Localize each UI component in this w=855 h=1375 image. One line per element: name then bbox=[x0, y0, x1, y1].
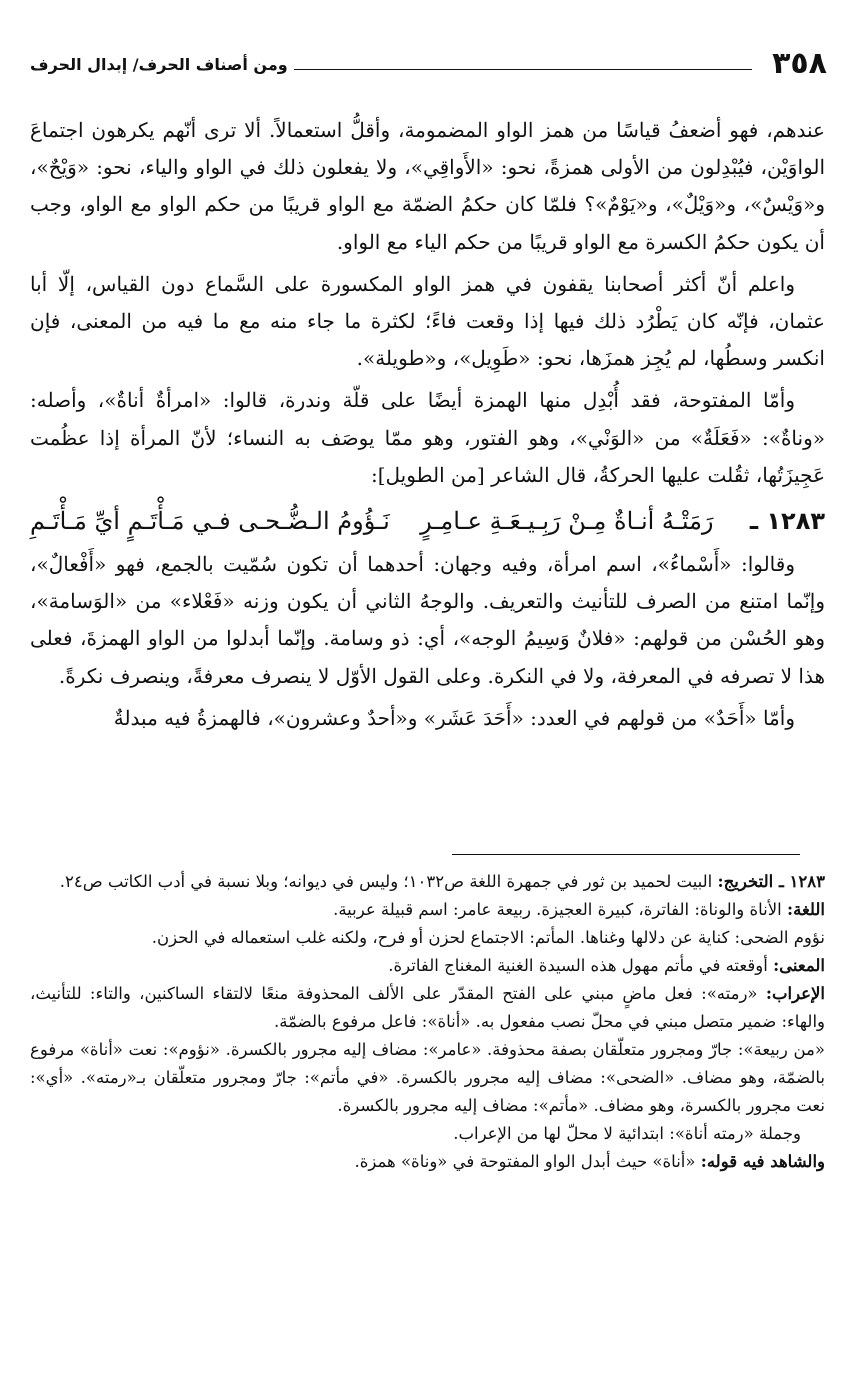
page-number: ٣٥٨ bbox=[772, 46, 827, 81]
takhrij-text: البيت لحميد بن ثور في جمهرة اللغة ص١٠٣٢؛ وليس في ديوانه؛ وبلا نسبة في أدب الكاتب ص٢٤. bbox=[59, 872, 713, 891]
poetry-verse bbox=[30, 498, 825, 544]
paragraph-2: واعلم أنّ أكثر أصحابنا يقفون في همز الواو المكسورة على السَّماع دون القياس، إلّا أبا عثمان، فإنّه كان يَطْرُد ذلك فيها إذا وقعت فاءً؛ لكثرة ما جاء منه مع ما فيه من المعنى، فإن انكسر وسطُها، لم يُجِز همزَها، نحو: «طَوِيل»، و«طويلة». bbox=[30, 271, 825, 371]
shahid-label: والشاهد فيه قوله: bbox=[700, 1152, 825, 1171]
paragraph-4: وقالوا: «أَسْماءُ»، اسم امرأة، وفيه وجهان: أحدهما أن تكون سُمّيت بالجمع، فهو «أَفْعالٌ»، وإنّما امتنع من الصرف للتأنيث والتعريف. والوجهُ الثاني أن يكون وزنه «فَعْلاء» من «الوَسامة»، وهو الحُسْن من قولهم: «فلانٌ وَسِيمُ الوجه»، أي: ذو وسامة. وإنّما أبدلوا من الواو الهمزةَ، فعلى هذا لا تصرفه في المعرفة، ولا في النكرة. وعلى القول الأوّل لا ينصرف معرفةً، وينصرف نكرةً. bbox=[30, 552, 825, 688]
maana-text: أوقعته في مأتم مهول هذه السيدة الغنية المغناج الفاترة. bbox=[388, 956, 768, 975]
paragraph-1: عندهم، فهو أضعفُ قياسًا من همز الواو المضمومة، وأقلُّ استعمالاً. ألا ترى أنّهم يكرهون اجتماعَ الواوَيْن، فيُبْدِلون من الأولى همزةً، نحو: «الأَواقِي»، ولا يفعلون ذلك في الواو والياء، نحو: «وَيْحٌ»، و«وَيْسٌ»، و«وَيْلٌ»، و«يَوْمٌ»؟ فلمّا كان حكمُ الضمّة مع الواو قريبًا من حكم الواو مع الواو، وجب أن يكون حكمُ الكسرة مع الواو قريبًا من حكم الياء مع الواو. bbox=[30, 118, 825, 254]
lugha-text: الأناة والوناة: الفاترة، كبيرة العجيزة. ربيعة عامر: اسم قبيلة عربية. bbox=[333, 900, 782, 919]
paragraph-3: وأمّا المفتوحة، فقد أُبْدِل منها الهمزة أيضًا على قلّة وندرة، قالوا: «امرأةٌ أناةٌ»، وأصله: «وناةٌ»: «فَعَلَةٌ» من «الوَنْي»، وهو الفتور، وهو ممّا يوصَف به النساء؛ لأنّ المرأة إذا عظُمت عَجِيزَتُها، ثقُلت عليها الحركةُ، قال الشاعر [من الطويل]: bbox=[30, 388, 825, 487]
page-header bbox=[30, 44, 827, 84]
lugha-label: اللغة: bbox=[787, 900, 825, 919]
maana-label: المعنى: bbox=[773, 956, 825, 975]
main-text bbox=[30, 112, 825, 737]
irab-text-1: «رمته»: فعل ماضٍ مبني على الفتح المقدّر على الألف المحذوفة منعًا لالتقاء الساكنين، والتاء: للتأنيث، والهاء: ضمير متصل مبني في محلّ نصب مفعول به. «أناة»: فاعل مرفوع بالضمّة. bbox=[30, 984, 825, 1031]
irab-label: الإعراب: bbox=[765, 984, 826, 1003]
verse-first-hemistich: رَمَتْـهُ أنـاةٌ مِـنْ رَبِـيـعَـةِ عـامِـرٍ bbox=[420, 507, 714, 536]
footnote-irab-continued: «من ربيعة»: جارّ ومجرور متعلّقان بصفة محذوفة. «عامر»: مضاف إليه مجرور بالكسرة. «نؤوم»: نعت «أناة» مرفوع بالضمّة، وهو مضاف. «الضحى»: مضاف إليه مجرور بالكسرة. «في مأتم»: جارّ ومجرور متعلّقان بـ«رمته». «أي»: نعت مجرور بالكسرة، وهو مضاف. «مأتم»: مضاف إليه مجرور بالكسرة. bbox=[30, 1040, 825, 1115]
footnote-lugha bbox=[30, 896, 825, 924]
verse-number: ١٢٨٣ ـ bbox=[749, 507, 825, 536]
verse-second-hemistich: نَـؤُومُ الـضُّـحـى فـي مَـأْتَـمٍ أيِّ مَـأْتَـمِ bbox=[30, 507, 390, 536]
takhrij-label: ١٢٨٣ ـ التخريج: bbox=[717, 872, 825, 891]
running-title: ومن أصناف الحرف/ إبدال الحرف bbox=[30, 54, 288, 74]
header-rule bbox=[294, 69, 752, 70]
shahid-text: «أناة» حيث أبدل الواو المفتوحة في «وناة» همزة. bbox=[354, 1152, 696, 1171]
footnote-lugha-continued: نؤوم الضحى: كناية عن دلالها وغناها. المأتم: الاجتماع لحزن أو فرح، ولكنه غلب استعماله في الحزن. bbox=[151, 928, 825, 947]
footnote-separator bbox=[452, 854, 800, 855]
paragraph-5: وأمّا «أَحَدٌ» من قولهم في العدد: «أَحَدَ عَشَر» و«أحدٌ وعشرون»، فالهمزةُ فيه مبدلةٌ bbox=[113, 705, 795, 730]
footnote-shahid bbox=[30, 1148, 825, 1176]
footnote-irab bbox=[30, 980, 825, 1036]
footnotes bbox=[30, 868, 825, 1176]
footnote-jumla: وجملة «رمته أناة»: ابتدائية لا محلّ لها من الإعراب. bbox=[453, 1124, 801, 1143]
footnote-takhrij bbox=[30, 868, 825, 896]
footnote-maana bbox=[30, 952, 825, 980]
